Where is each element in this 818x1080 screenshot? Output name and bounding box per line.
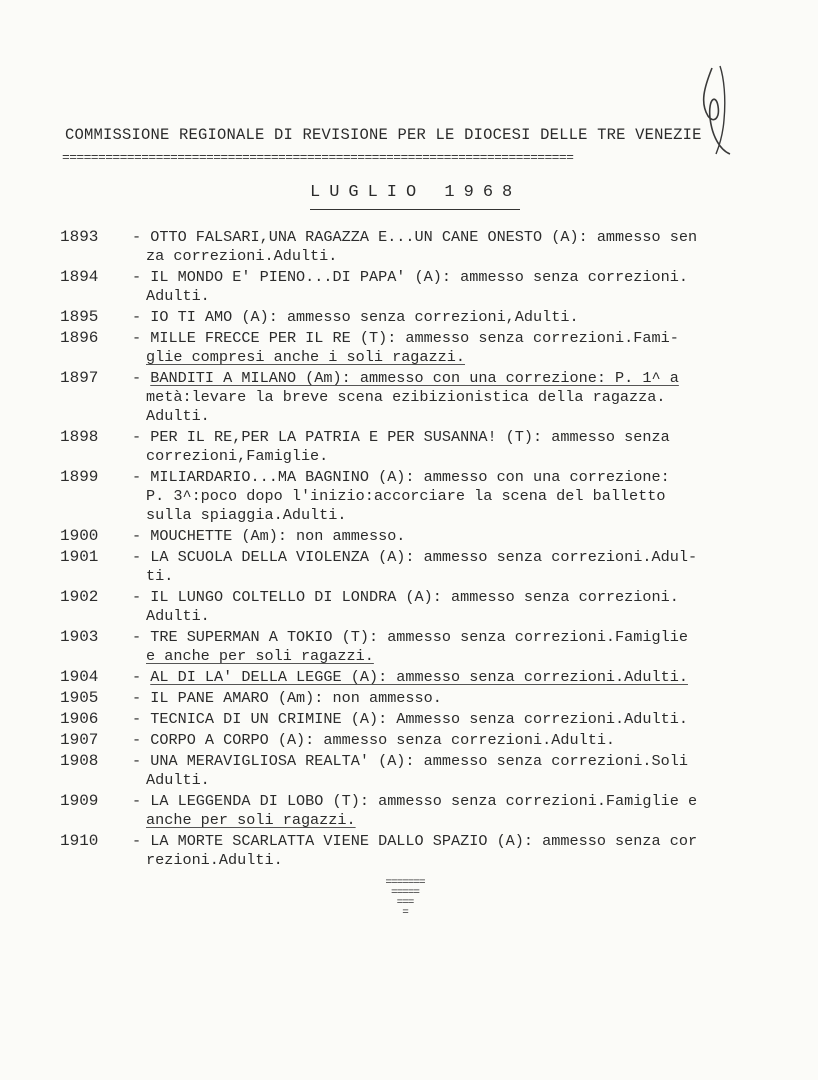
list-item: [60, 369, 780, 426]
entry-number: 1895: [60, 308, 99, 326]
entry-number: 1903: [60, 628, 99, 646]
entry-number: 1896: [60, 329, 99, 347]
closing-mark: ======= ===== === =: [385, 877, 425, 919]
entry-text: - MILLE FRECCE PER IL RE (T): ammesso senza correzioni.Fami- glie compresi anche i soli ragazzi.: [132, 329, 679, 366]
list-item: [60, 668, 780, 687]
entry-text: - TECNICA DI UN CRIMINE (A): Ammesso senza correzioni.Adulti.: [132, 710, 688, 728]
entry-number: 1894: [60, 268, 99, 286]
entry-text: - IL LUNGO COLTELLO DI LONDRA (A): ammesso senza correzioni. Adulti.: [132, 588, 679, 625]
entry-number: 1897: [60, 369, 99, 387]
entry-number: 1909: [60, 792, 99, 810]
entry-number: 1900: [60, 527, 99, 545]
list-item: [60, 588, 780, 626]
entry-number: 1893: [60, 228, 99, 246]
list-item: [60, 428, 780, 466]
list-item: [60, 628, 780, 666]
entry-text: - AL DI LA' DELLA LEGGE (A): ammesso senza correzioni.Adulti.: [132, 668, 688, 686]
entry-text: - MILIARDARIO...MA BAGNINO (A): ammesso con una correzione: P. 3^:poco dopo l'inizio:accorciare la scena del balletto sulla spiaggia.Adulti.: [132, 468, 670, 524]
entry-number: 1898: [60, 428, 99, 446]
entry-text: - MOUCHETTE (Am): non ammesso.: [132, 527, 406, 545]
entry-text: - UNA MERAVIGLIOSA REALTA' (A): ammesso senza correzioni.Soli Adulti.: [132, 752, 688, 789]
list-item: [60, 329, 780, 367]
list-item: [60, 228, 780, 266]
list-item: [60, 731, 780, 750]
entry-text: - TRE SUPERMAN A TOKIO (T): ammesso senza correzioni.Famiglie e anche per soli ragazzi.: [132, 628, 688, 665]
entry-text: - IL MONDO E' PIENO...DI PAPA' (A): ammesso senza correzioni. Adulti.: [132, 268, 688, 305]
entry-number: 1904: [60, 668, 99, 686]
entry-number: 1910: [60, 832, 99, 850]
list-item: [60, 792, 780, 830]
entry-number: 1901: [60, 548, 99, 566]
list-item: [60, 268, 780, 306]
month-heading: LUGLIO 1968: [310, 183, 522, 202]
list-item: [60, 752, 780, 790]
entry-text: - IL PANE AMARO (Am): non ammesso.: [132, 689, 442, 707]
list-item: [60, 832, 780, 870]
list-item: [60, 689, 780, 708]
entry-text: - LA SCUOLA DELLA VIOLENZA (A): ammesso senza correzioni.Adul- ti.: [132, 548, 698, 585]
entry-number: 1906: [60, 710, 99, 728]
list-item: [60, 308, 780, 327]
entry-number: 1907: [60, 731, 99, 749]
list-item: [60, 548, 780, 586]
entry-text: - OTTO FALSARI,UNA RAGAZZA E...UN CANE ONESTO (A): ammesso sen za correzioni.Adulti.: [132, 228, 698, 265]
entry-text: - LA LEGGENDA DI LOBO (T): ammesso senza correzioni.Famiglie e anche per soli ragazzi.: [132, 792, 698, 829]
commission-title: COMMISSIONE REGIONALE DI REVISIONE PER LE DIOCESI DELLE TRE VENEZIE: [65, 126, 702, 144]
list-item: [60, 468, 780, 525]
entry-text: - BANDITI A MILANO (Am): ammesso con una correzione: P. 1^ a metà:levare la breve scena ezibizionistica della ragazza. Adulti.: [132, 369, 679, 425]
entry-text: - LA MORTE SCARLATTA VIENE DALLO SPAZIO (A): ammesso senza cor rezioni.Adulti.: [132, 832, 698, 869]
entry-number: 1899: [60, 468, 99, 486]
entry-text: - PER IL RE,PER LA PATRIA E PER SUSANNA! (T): ammesso senza correzioni,Famiglie.: [132, 428, 670, 465]
entry-text: - IO TI AMO (A): ammesso senza correzioni,Adulti.: [132, 308, 579, 326]
list-item: [60, 710, 780, 729]
list-item: [60, 527, 780, 546]
entry-number: 1905: [60, 689, 99, 707]
double-rule: =======================================================================: [62, 150, 574, 165]
entry-text: - CORPO A CORPO (A): ammesso senza correzioni.Adulti.: [132, 731, 616, 749]
entry-number: 1908: [60, 752, 99, 770]
entry-number: 1902: [60, 588, 99, 606]
film-review-list: [60, 226, 780, 870]
month-underline: [310, 209, 520, 210]
